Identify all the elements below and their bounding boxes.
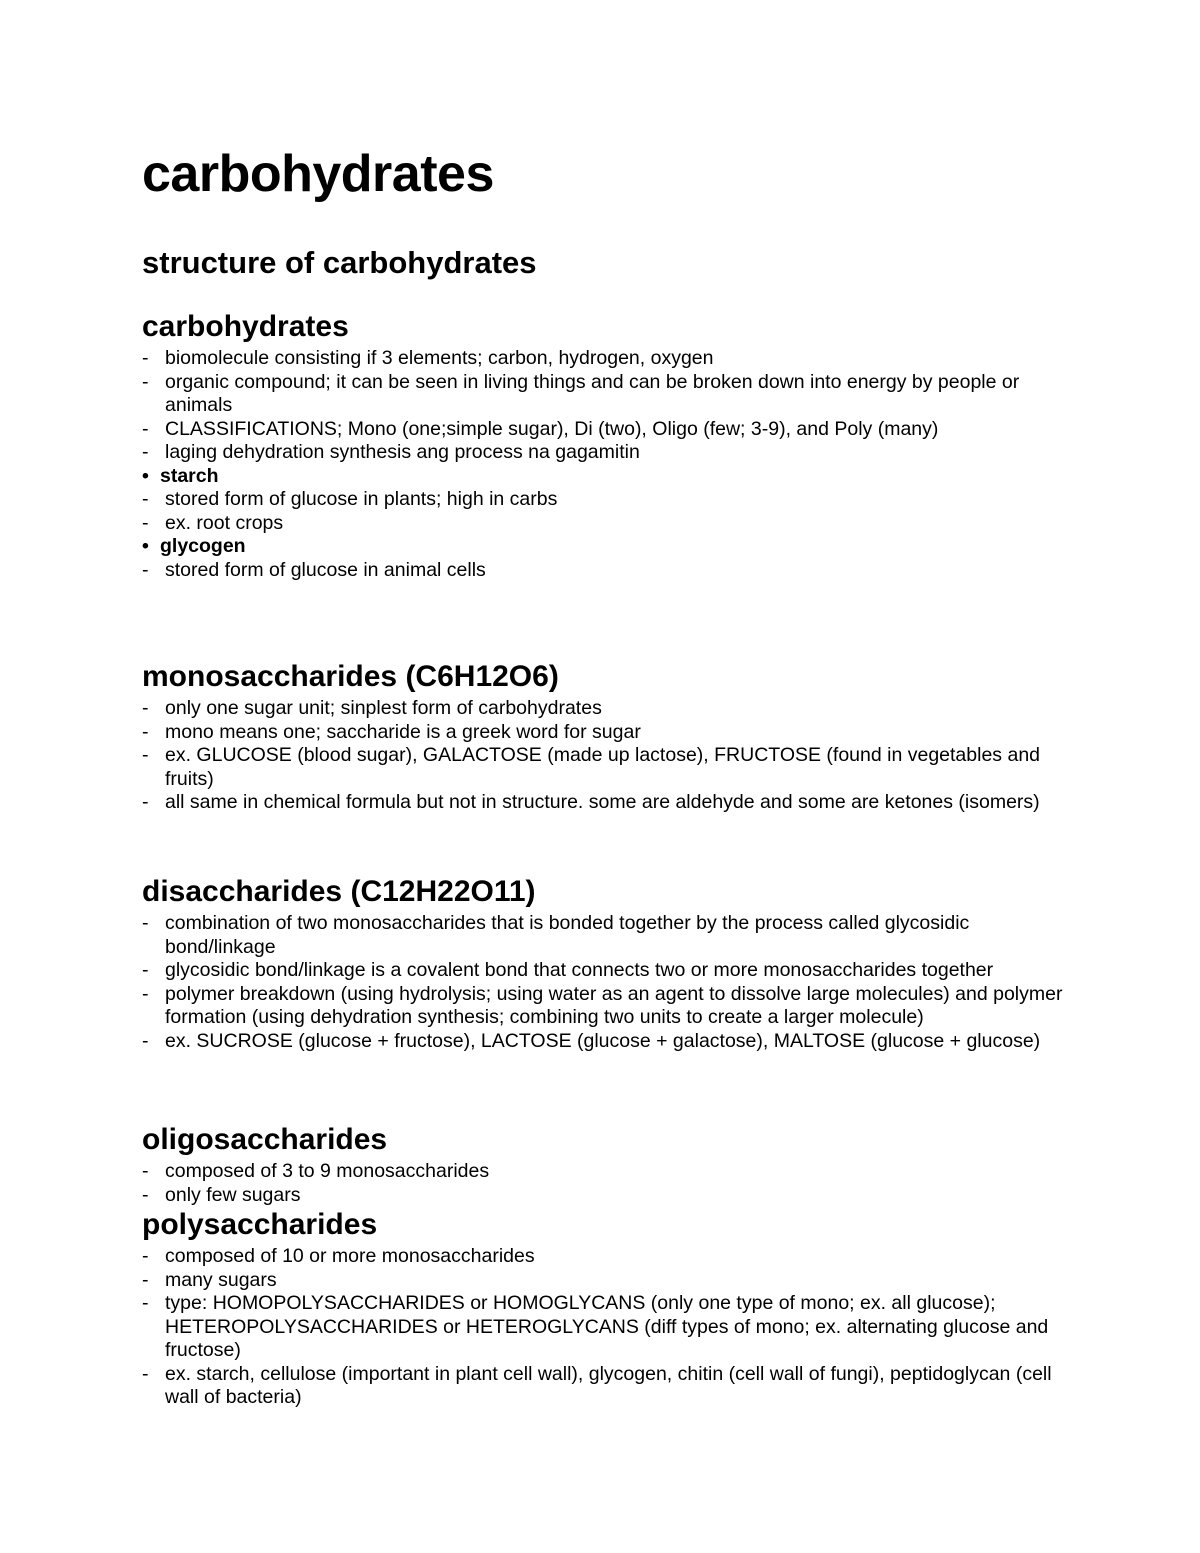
section-list (142, 1160, 1072, 1207)
section-list (142, 347, 1072, 582)
section-list (142, 1245, 1072, 1410)
list-item-text: organic compound; it can be seen in living things and can be broken down into energy by people or animals (165, 370, 1020, 416)
list-item-text: CLASSIFICATIONS; Mono (one;simple sugar), Di (two), Oligo (few; 3-9), and Poly (many) (165, 417, 939, 440)
list-item-text: stored form of glucose in animal cells (165, 558, 486, 581)
dash-marker: - (142, 697, 149, 719)
section-oligosaccharides (142, 1122, 1072, 1207)
list-item-text: ex. root crops (165, 511, 284, 534)
section-polysaccharides (142, 1207, 1072, 1410)
list-item (142, 744, 1072, 791)
list-item (142, 418, 1072, 442)
list-item-text: many sugars (165, 1268, 277, 1291)
list-item (142, 697, 1072, 721)
dash-marker: - (142, 511, 149, 534)
dash-marker: - (142, 720, 149, 743)
section-heading: disaccharides (C12H22O11) (142, 875, 536, 908)
dash-marker: - (142, 1362, 149, 1385)
list-item-text: ex. SUCROSE (glucose + fructose), LACTOSE (glucose + galactose), MALTOSE (glucose + glucose) (165, 1029, 1041, 1052)
section-list (142, 697, 1072, 815)
list-item-text: biomolecule consisting if 3 elements; carbon, hydrogen, oxygen (165, 347, 714, 369)
list-item-text: glycogen (160, 535, 246, 557)
list-item-text: only few sugars (165, 1183, 301, 1206)
sub-heading-item (142, 535, 1072, 559)
dash-marker: - (142, 791, 149, 813)
list-item-text: ex. starch, cellulose (important in plant cell wall), glycogen, chitin (cell wall of fungi), peptidoglycan (cell wall of bacteria) (165, 1362, 1052, 1408)
list-item-text: type: HOMOPOLYSACCHARIDES or HOMOGLYCANS (only one type of mono; ex. all glucose); HETEROPOLYSACCHARIDES or HETEROGLYCANS (diff types of mono; ex. alternating glucose and fructose) (165, 1292, 1049, 1361)
list-item (142, 1245, 1072, 1269)
list-item-text: laging dehydration synthesis ang process na gagamitin (165, 441, 640, 463)
list-item (142, 791, 1072, 815)
list-item (142, 371, 1072, 418)
section-heading: polysaccharides (142, 1208, 378, 1241)
list-item-text: stored form of glucose in plants; high in carbs (165, 488, 558, 510)
bullet-marker: • (142, 535, 149, 557)
dash-marker: - (142, 441, 149, 463)
list-item-text: glycosidic bond/linkage is a covalent bond that connects two or more monosaccharides together (165, 959, 994, 981)
dash-marker: - (142, 488, 149, 510)
list-item-text: all same in chemical formula but not in structure. some are aldehyde and some are ketones (isomers) (165, 791, 1040, 813)
list-item (142, 1160, 1072, 1184)
list-item-text: composed of 10 or more monosaccharides (165, 1245, 535, 1267)
list-item (142, 441, 1072, 465)
dash-marker: - (142, 1160, 149, 1182)
list-item (142, 721, 1072, 745)
document-subtitle: structure of carbohydrates (142, 245, 537, 280)
section-heading: oligosaccharides (142, 1123, 388, 1156)
dash-marker: - (142, 959, 149, 981)
list-item (142, 1363, 1072, 1410)
section-carbohydrates (142, 309, 1072, 582)
list-item (142, 488, 1072, 512)
dash-marker: - (142, 982, 149, 1005)
dash-marker: - (142, 1245, 149, 1267)
list-item (142, 512, 1072, 536)
section-monosaccharides (142, 659, 1072, 815)
dash-marker: - (142, 347, 149, 369)
sub-heading-item (142, 465, 1072, 489)
dash-marker: - (142, 370, 149, 393)
dash-marker: - (142, 1268, 149, 1291)
dash-marker: - (142, 1029, 149, 1052)
section-disaccharides (142, 874, 1072, 1053)
section-heading: carbohydrates (142, 310, 349, 343)
list-item (142, 559, 1072, 583)
list-item (142, 983, 1072, 1030)
list-item (142, 1292, 1072, 1363)
list-item (142, 1030, 1072, 1054)
list-item-text: starch (160, 464, 219, 487)
bullet-marker: • (142, 464, 149, 487)
list-item (142, 912, 1072, 959)
list-item-text: combination of two monosaccharides that is bonded together by the process called glycosidic bond/linkage (165, 912, 970, 958)
dash-marker: - (142, 417, 149, 440)
list-item (142, 1269, 1072, 1293)
dash-marker: - (142, 1292, 149, 1314)
document-title: carbohydrates (142, 145, 494, 203)
list-item-text: polymer breakdown (using hydrolysis; using water as an agent to dissolve large molecules) and polymer formation (using dehydration synthesis; combining two units to create a larger molecule) (165, 982, 1063, 1028)
dash-marker: - (142, 744, 149, 766)
dash-marker: - (142, 912, 149, 934)
section-heading: monosaccharides (C6H12O6) (142, 660, 559, 693)
list-item-text: mono means one; saccharide is a greek word for sugar (165, 720, 641, 743)
list-item (142, 1184, 1072, 1208)
list-item-text: composed of 3 to 9 monosaccharides (165, 1160, 490, 1182)
dash-marker: - (142, 558, 149, 581)
section-list (142, 912, 1072, 1053)
list-item-text: only one sugar unit; sinplest form of carbohydrates (165, 697, 602, 719)
list-item (142, 347, 1072, 371)
list-item-text: ex. GLUCOSE (blood sugar), GALACTOSE (made up lactose), FRUCTOSE (found in vegetables and fruits) (165, 744, 1041, 790)
dash-marker: - (142, 1183, 149, 1206)
list-item (142, 959, 1072, 983)
